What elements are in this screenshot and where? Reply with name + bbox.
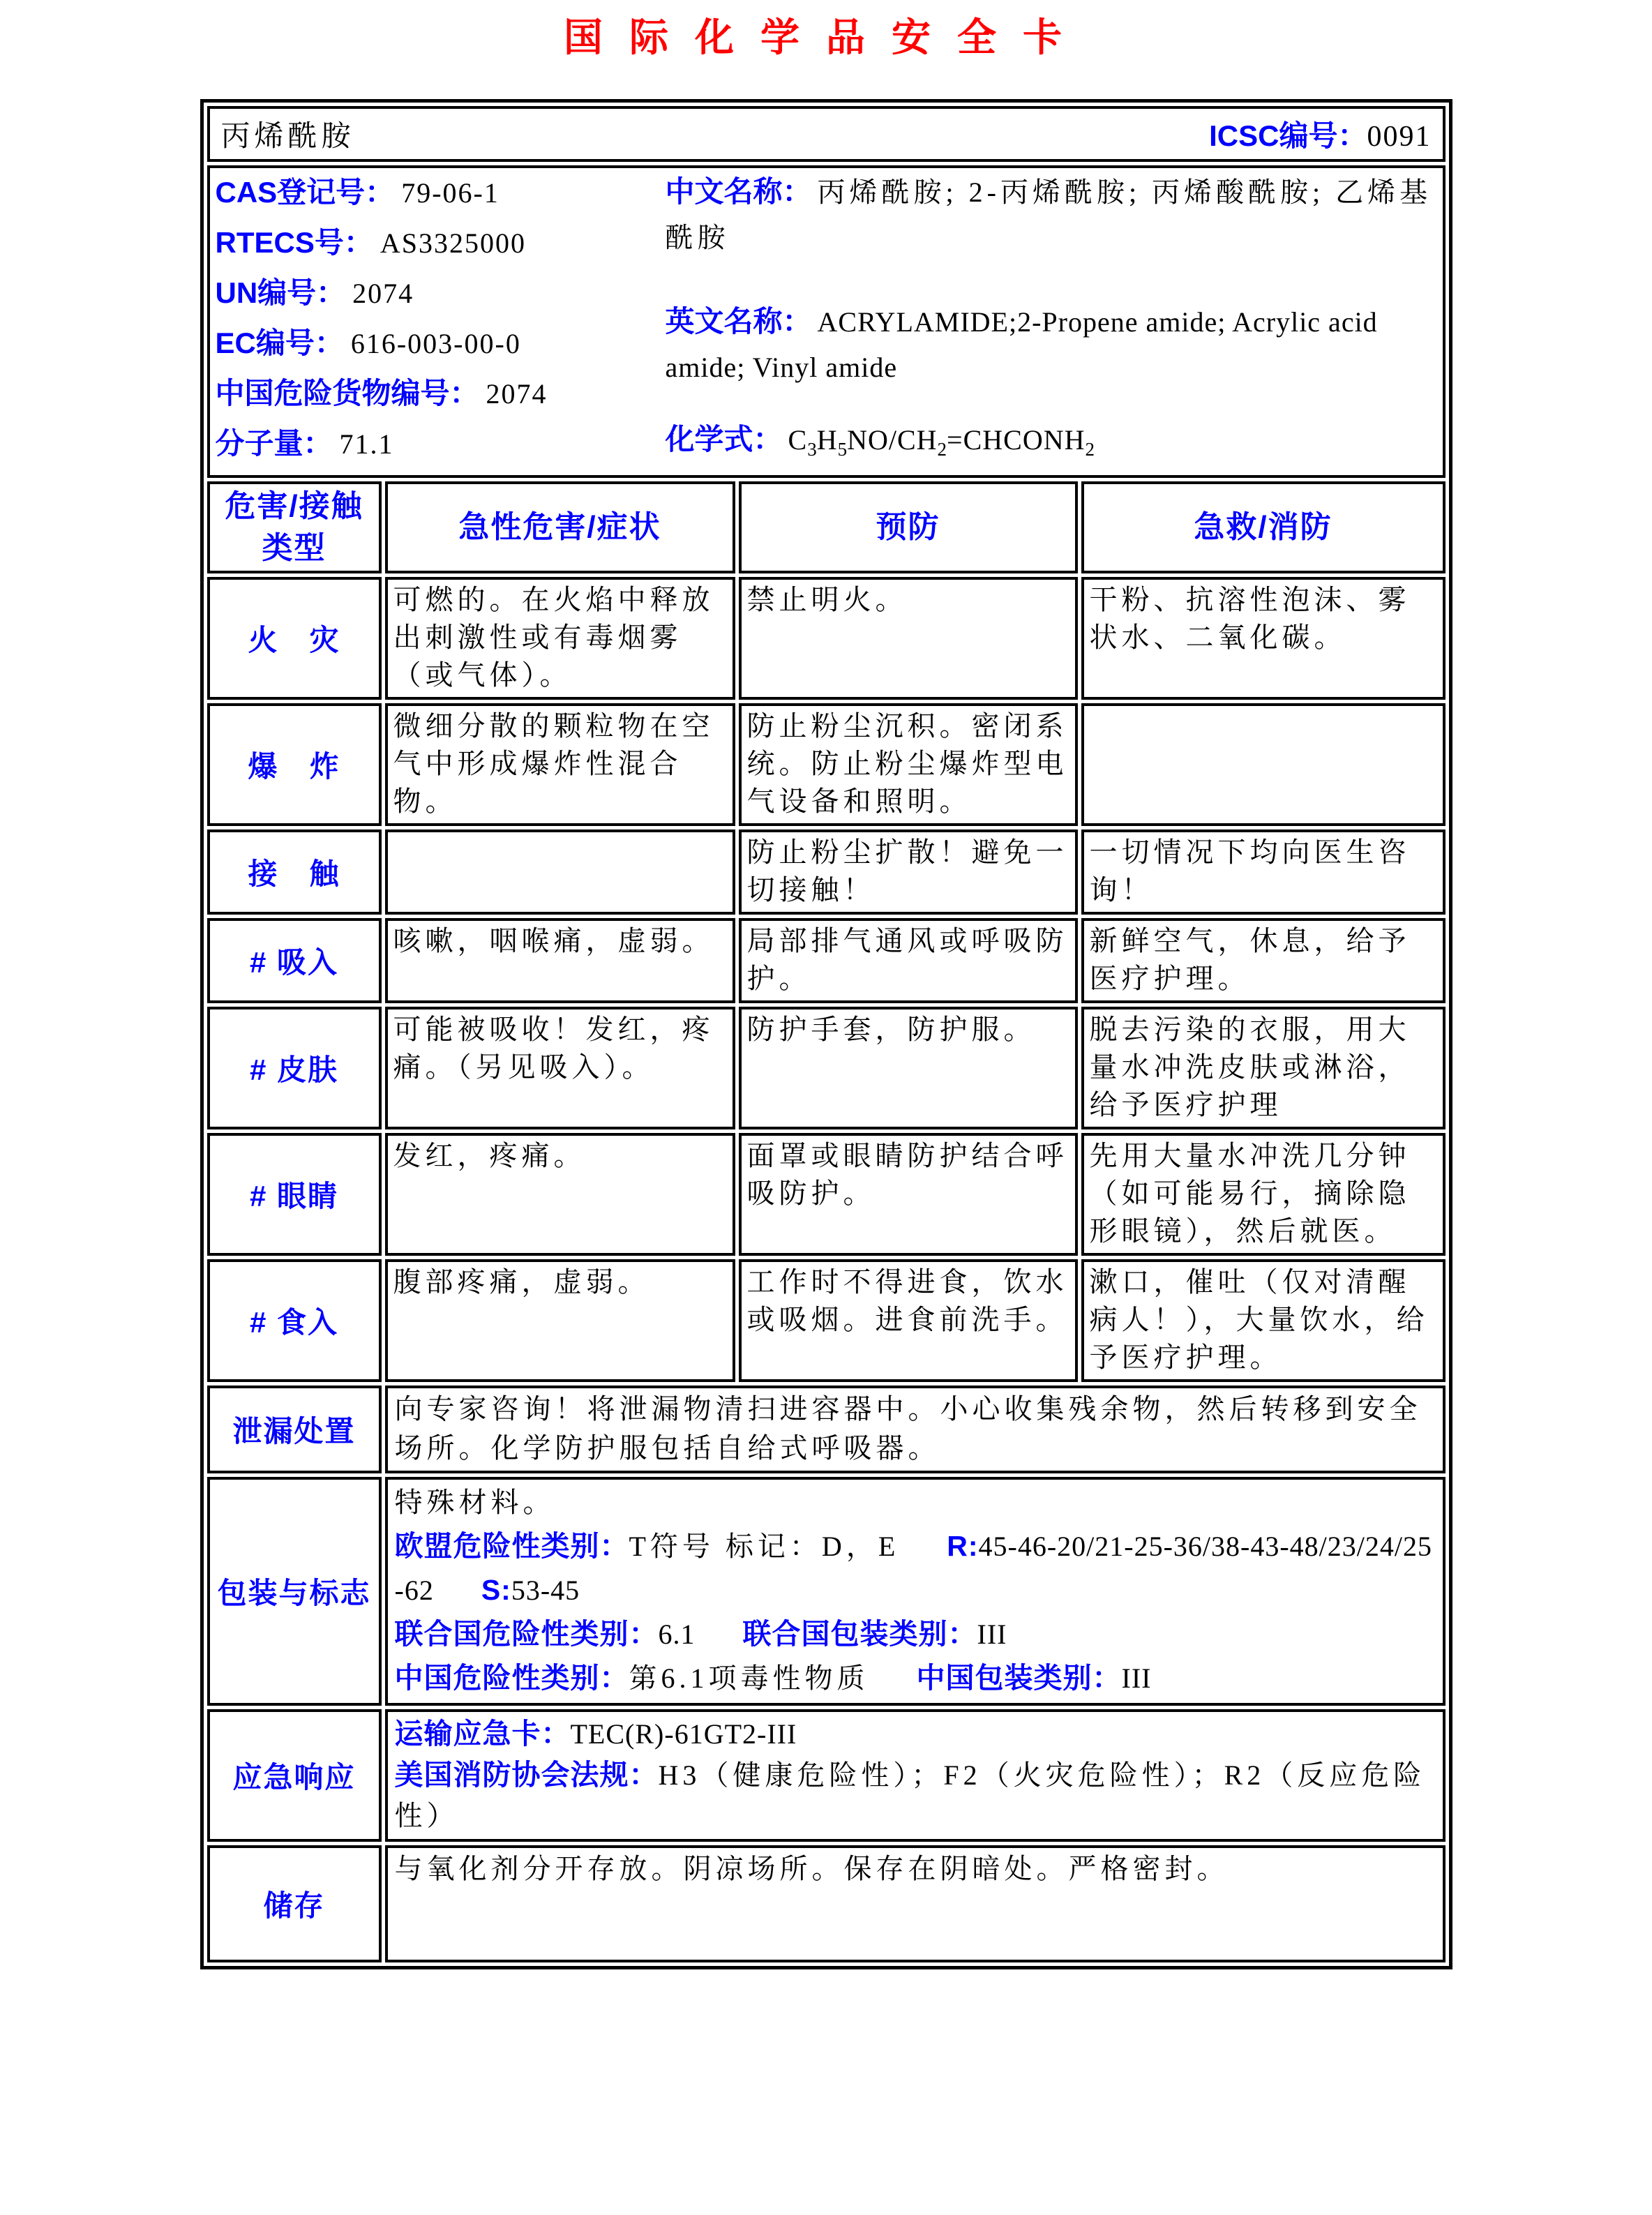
icsc-number	[1209, 113, 1431, 155]
un-line	[216, 271, 666, 322]
header-firstaid-cell	[1081, 481, 1446, 573]
eyes-type-cell: # 眼睛	[207, 1133, 382, 1256]
en-names-label: 英文名称：	[665, 305, 812, 338]
row-packaging	[207, 1477, 1446, 1706]
eyes-symptom-cell: 发红，疼痛。	[385, 1133, 735, 1256]
hazard-header-row	[207, 481, 1446, 573]
rtecs-value: AS3325000	[380, 227, 526, 259]
eyes-prevention-cell: 面罩或眼睛防护结合呼吸防护。	[739, 1133, 1078, 1256]
explosion-type-cell: 爆 炸	[207, 703, 382, 826]
emergency-content-cell	[385, 1709, 1446, 1842]
nfpa-value: H3（健康危险性）；F2（火灾危险性）；R2（反应危险性）	[394, 1759, 1426, 1831]
row-storage	[207, 1845, 1446, 1962]
skin-firstaid-cell: 脱去污染的衣服，用大量水冲洗皮肤或淋浴，给予医疗护理	[1081, 1007, 1446, 1129]
chinese-names	[666, 172, 1437, 264]
row-skin	[207, 1007, 1446, 1129]
spill-label-cell: 泄漏处置	[207, 1386, 382, 1473]
china-dg-label: 中国危险货物编号：	[215, 377, 479, 410]
row-ingestion	[207, 1259, 1446, 1382]
info-wrap	[216, 171, 1437, 472]
eyes-firstaid-cell: 先用大量水冲洗几分钟（如可能易行，摘除隐形眼镜），然后就医。	[1081, 1133, 1446, 1256]
spill-text-cell: 向专家咨询！将泄漏物清扫进容器中。小心收集残余物，然后转移到安全场所。化学防护服包括自给式呼吸器。	[385, 1386, 1446, 1473]
header-type: 危害/接触类型	[225, 489, 363, 565]
name-cell	[207, 106, 1446, 162]
formula-label: 化学式：	[665, 423, 783, 456]
cn-pack-value: III	[1121, 1662, 1152, 1694]
icsc-value: 0091	[1367, 121, 1432, 153]
name-row	[207, 106, 1446, 162]
packaging-cn-line	[395, 1656, 1436, 1700]
r-phrases-label: R:	[947, 1530, 979, 1562]
cn-names-value: 丙烯酰胺; 2-丙烯酰胺; 丙烯酸酰胺; 乙烯基酰胺	[665, 177, 1432, 253]
china-dg-value: 2074	[486, 378, 548, 410]
packaging-content-cell	[385, 1477, 1446, 1706]
un-pack-value: III	[977, 1619, 1007, 1650]
names-block	[666, 171, 1437, 472]
rtecs-line	[216, 221, 666, 271]
cas-value: 79-06-1	[401, 177, 500, 209]
en-names-value: ACRYLAMIDE;2-Propene amide; Acrylic acid amide; Vinyl amide	[665, 306, 1378, 383]
page-title: 国际化学品安全卡	[564, 17, 1088, 60]
fire-firstaid-cell: 干粉、抗溶性泡沫、雾状水、二氧化碳。	[1081, 577, 1446, 700]
contact-symptom-cell	[385, 829, 735, 915]
un-pack-label: 联合国包装类别：	[742, 1618, 977, 1650]
row-spill	[207, 1386, 1446, 1473]
inhalation-prevention-cell: 局部排气通风或呼吸防护。	[739, 918, 1078, 1003]
ingestion-firstaid-cell: 漱口，催吐（仅对清醒病人！），大量饮水，给予医疗护理。	[1081, 1259, 1446, 1382]
cn-names-label: 中文名称：	[665, 175, 812, 208]
tec-label: 运输应急卡：	[394, 1718, 571, 1750]
row-emergency	[207, 1709, 1446, 1842]
row-fire	[207, 577, 1446, 700]
ingestion-symptom-cell: 腹部疼痛，虚弱。	[385, 1259, 735, 1382]
name-flex	[210, 113, 1443, 155]
un-label: UN编号：	[215, 276, 346, 309]
header-symptom-cell	[385, 481, 735, 573]
explosion-prevention-cell: 防止粉尘沉积。密闭系统。防止粉尘爆炸型电气设备和照明。	[739, 703, 1078, 826]
contact-type-cell: 接 触	[207, 829, 382, 915]
rtecs-label: RTECS号：	[215, 226, 373, 259]
page	[0, 7, 1652, 2215]
molweight-label: 分子量：	[215, 427, 333, 460]
cas-label: CAS登记号：	[215, 176, 395, 209]
chemical-name: 丙烯酰胺	[220, 121, 355, 153]
inhalation-firstaid-cell: 新鲜空气，休息，给予医疗护理。	[1081, 918, 1446, 1003]
molweight-line	[216, 422, 666, 472]
packaging-special: 特殊材料。	[394, 1487, 555, 1518]
tec-value: TEC(R)-61GT2-III	[570, 1718, 797, 1750]
packaging-un-line	[395, 1612, 1436, 1656]
english-names	[666, 302, 1437, 393]
fire-type-cell: 火 灾	[207, 577, 382, 700]
skin-type-cell: # 皮肤	[207, 1007, 382, 1129]
registry-ids	[216, 171, 666, 472]
header-type-cell	[207, 481, 382, 573]
explosion-symptom-cell: 微细分散的颗粒物在空气中形成爆炸性混合物。	[385, 703, 735, 826]
un-class-value: 6.1	[658, 1619, 696, 1650]
header-symptom: 急性危害/症状	[458, 510, 661, 544]
cn-pack-label: 中国包装类别：	[916, 1662, 1122, 1694]
skin-prevention-cell: 防护手套，防护服。	[739, 1007, 1078, 1129]
row-contact	[207, 829, 1446, 915]
un-class-label: 联合国危险性类别：	[394, 1618, 659, 1650]
nfpa-label: 美国消防协会法规：	[394, 1759, 659, 1791]
emergency-label-cell: 应急响应	[207, 1709, 382, 1842]
ec-label: EC编号：	[215, 326, 344, 359]
contact-prevention-cell: 防止粉尘扩散！避免一切接触！	[739, 829, 1078, 915]
ec-value: 616-003-00-0	[350, 328, 521, 359]
chemical-formula: $C_3H_5NO/CH_2=CHCONH_2$	[788, 424, 1095, 460]
row-eyes	[207, 1133, 1446, 1256]
row-inhalation	[207, 918, 1446, 1003]
icsc-label: ICSC编号：	[1209, 119, 1367, 152]
ec-line	[216, 322, 666, 372]
formula-line	[666, 420, 1437, 469]
s-phrases-label: S:	[481, 1574, 511, 1606]
skin-symptom-cell: 可能被吸收！发红，疼痛。（另见吸入）。	[385, 1007, 735, 1129]
un-value: 2074	[352, 278, 414, 309]
info-cell	[207, 165, 1446, 478]
inhalation-symptom-cell: 咳嗽，咽喉痛，虚弱。	[385, 918, 735, 1003]
header-firstaid: 急救/消防	[1194, 510, 1332, 544]
contact-firstaid-cell: 一切情况下均向医生咨询！	[1081, 829, 1446, 915]
s-phrases-value: 53-45	[511, 1575, 580, 1606]
inhalation-type-cell: # 吸入	[207, 918, 382, 1003]
storage-text-cell: 与氧化剂分开存放。阴凉场所。保存在阴暗处。严格密封。	[385, 1845, 1446, 1962]
r-phrases-value: 45-46-20/21-25-36/38-43-48/23/24/25-62	[394, 1531, 1433, 1606]
china-dg-line	[216, 372, 666, 422]
molweight-value: 71.1	[339, 428, 394, 460]
header-prevention-cell	[739, 481, 1078, 573]
cn-class-label: 中国危险性类别：	[394, 1662, 629, 1694]
nfpa-line	[395, 1755, 1436, 1836]
tec-line	[395, 1713, 1436, 1755]
packaging-label-cell: 包装与标志	[207, 1477, 382, 1706]
safety-card-table	[200, 99, 1452, 1969]
packaging-eu-line	[395, 1524, 1436, 1612]
cas-line	[216, 171, 666, 221]
storage-label-cell: 储存	[207, 1845, 382, 1962]
header-prevention: 预防	[876, 510, 940, 544]
fire-symptom-cell: 可燃的。在火焰中释放出刺激性或有毒烟雾（或气体）。	[385, 577, 735, 700]
cn-class-value: 第6.1项毒性物质	[629, 1662, 869, 1694]
eu-class-label: 欧盟危险性类别：	[394, 1530, 629, 1562]
ingestion-prevention-cell: 工作时不得进食，饮水或吸烟。进食前洗手。	[739, 1259, 1078, 1382]
ingestion-type-cell: # 食入	[207, 1259, 382, 1382]
fire-prevention-cell: 禁止明火。	[739, 577, 1078, 700]
explosion-firstaid-cell	[1081, 703, 1446, 826]
eu-class-value: T符号 标记：D，E	[629, 1531, 900, 1562]
info-row	[207, 165, 1446, 478]
row-explosion	[207, 703, 1446, 826]
